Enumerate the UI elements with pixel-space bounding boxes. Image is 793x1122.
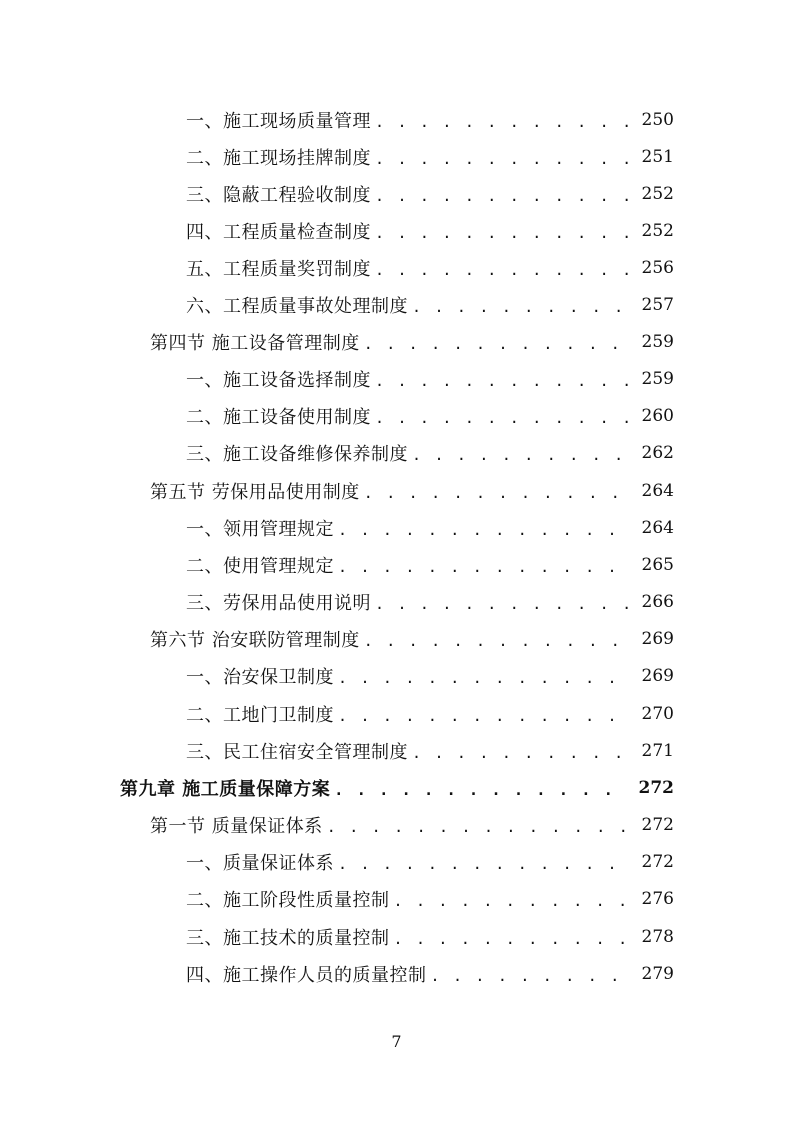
toc-entry-page: 264 — [641, 481, 674, 501]
toc-entry-page: 272 — [638, 778, 674, 798]
toc-leader-dots — [431, 963, 632, 985]
toc-entry-page: 270 — [641, 704, 674, 724]
toc-entry-title: 三、劳保用品使用说明 — [186, 593, 371, 614]
toc-entry-title: 一、质量保证体系 — [186, 853, 334, 874]
toc-leader-dots — [375, 591, 632, 613]
toc-leader-dots — [394, 888, 632, 910]
toc-entry-title: 三、隐蔽工程验收制度 — [186, 185, 371, 206]
toc-entry[interactable] — [186, 438, 674, 468]
toc-entry[interactable] — [186, 142, 674, 172]
toc-entry-page: 259 — [641, 332, 674, 352]
toc-entry-page: 269 — [641, 666, 674, 686]
toc-entry-title: 三、施工技术的质量控制 — [186, 928, 390, 949]
toc-entry-title: 第四节 施工设备管理制度 — [150, 333, 360, 354]
toc-leader-dots — [375, 183, 632, 205]
toc-entry-page: 256 — [641, 258, 674, 278]
toc-entry[interactable] — [186, 736, 674, 766]
toc-entry-page: 271 — [641, 741, 674, 761]
toc-entry-title: 五、工程质量奖罚制度 — [186, 259, 371, 280]
toc-section-entry[interactable] — [150, 476, 674, 506]
toc-entry-page: 251 — [641, 147, 674, 167]
toc-entry[interactable] — [186, 401, 674, 431]
toc-entry-page: 250 — [641, 110, 674, 130]
toc-leader-dots — [338, 851, 632, 873]
toc-entry[interactable] — [186, 290, 674, 320]
toc-entry[interactable] — [186, 179, 674, 209]
toc-entry[interactable] — [186, 550, 674, 580]
toc-entry-title: 一、领用管理规定 — [186, 519, 334, 540]
toc-leader-dots — [412, 294, 632, 316]
toc-entry[interactable] — [186, 959, 674, 989]
toc-section-entry[interactable] — [150, 624, 674, 654]
toc-entry-title: 第六节 治安联防管理制度 — [150, 630, 360, 651]
toc-leader-dots — [327, 814, 632, 836]
toc-entry-page: 259 — [641, 369, 674, 389]
toc-entry-title: 二、工地门卫制度 — [186, 705, 334, 726]
toc-entry-title: 二、使用管理规定 — [186, 556, 334, 577]
toc-leader-dots — [334, 777, 628, 799]
toc-leader-dots — [364, 331, 632, 353]
toc-leader-dots — [338, 665, 632, 687]
toc-leader-dots — [412, 740, 632, 762]
toc-entry[interactable] — [186, 216, 674, 246]
toc-entry-title: 第九章 施工质量保障方案 — [120, 779, 331, 800]
toc-entry[interactable] — [186, 364, 674, 394]
toc-entry[interactable] — [186, 661, 674, 691]
toc-leader-dots — [375, 368, 632, 390]
toc-entry-page: 257 — [641, 295, 674, 315]
toc-leader-dots — [338, 517, 632, 539]
toc-entry[interactable] — [186, 105, 674, 135]
toc-entry-title: 四、施工操作人员的质量控制 — [186, 965, 427, 986]
toc-section-entry[interactable] — [150, 327, 674, 357]
page-number: 7 — [391, 1032, 402, 1051]
toc-entry-title: 二、施工设备使用制度 — [186, 407, 371, 428]
toc-entry-page: 269 — [641, 629, 674, 649]
toc-entry-page: 260 — [641, 406, 674, 426]
toc-leader-dots — [364, 480, 632, 502]
toc-entry-title: 三、施工设备维修保养制度 — [186, 444, 408, 465]
toc-entry-page: 278 — [641, 927, 674, 947]
toc-entry[interactable] — [186, 884, 674, 914]
toc-leader-dots — [412, 442, 632, 464]
toc-leader-dots — [364, 628, 632, 650]
toc-entry-title: 第五节 劳保用品使用制度 — [150, 482, 360, 503]
toc-entry-page: 266 — [641, 592, 674, 612]
toc-leader-dots — [375, 220, 632, 242]
toc-entry-title: 三、民工住宿安全管理制度 — [186, 742, 408, 763]
toc-entry[interactable] — [186, 699, 674, 729]
toc-entry[interactable] — [186, 253, 674, 283]
toc-entry-page: 264 — [641, 518, 674, 538]
toc-entry-title: 四、工程质量检查制度 — [186, 222, 371, 243]
toc-entry-page: 272 — [641, 815, 674, 835]
toc-entry-title: 一、治安保卫制度 — [186, 667, 334, 688]
table-of-contents — [0, 100, 793, 1000]
toc-leader-dots — [375, 109, 632, 131]
toc-entry-page: 276 — [641, 889, 674, 909]
toc-entry-title: 六、工程质量事故处理制度 — [186, 296, 408, 317]
toc-entry-title: 第一节 质量保证体系 — [150, 816, 323, 837]
toc-leader-dots — [338, 703, 632, 725]
toc-leader-dots — [394, 926, 632, 948]
toc-entry[interactable] — [186, 513, 674, 543]
toc-entry-title: 二、施工阶段性质量控制 — [186, 890, 390, 911]
toc-chapter-entry[interactable] — [120, 773, 674, 803]
toc-entry-page: 272 — [641, 852, 674, 872]
toc-entry[interactable] — [186, 587, 674, 617]
toc-entry[interactable] — [186, 847, 674, 877]
toc-leader-dots — [375, 257, 632, 279]
toc-entry[interactable] — [186, 922, 674, 952]
toc-leader-dots — [375, 405, 632, 427]
toc-entry-page: 279 — [641, 964, 674, 984]
toc-leader-dots — [338, 554, 632, 576]
toc-entry-page: 252 — [641, 221, 674, 241]
toc-entry-title: 二、施工现场挂牌制度 — [186, 148, 371, 169]
toc-entry-page: 262 — [641, 443, 674, 463]
toc-section-entry[interactable] — [150, 810, 674, 840]
toc-entry-title: 一、施工设备选择制度 — [186, 370, 371, 391]
toc-leader-dots — [375, 146, 632, 168]
toc-entry-page: 265 — [641, 555, 674, 575]
toc-entry-page: 252 — [641, 184, 674, 204]
toc-entry-title: 一、施工现场质量管理 — [186, 111, 371, 132]
